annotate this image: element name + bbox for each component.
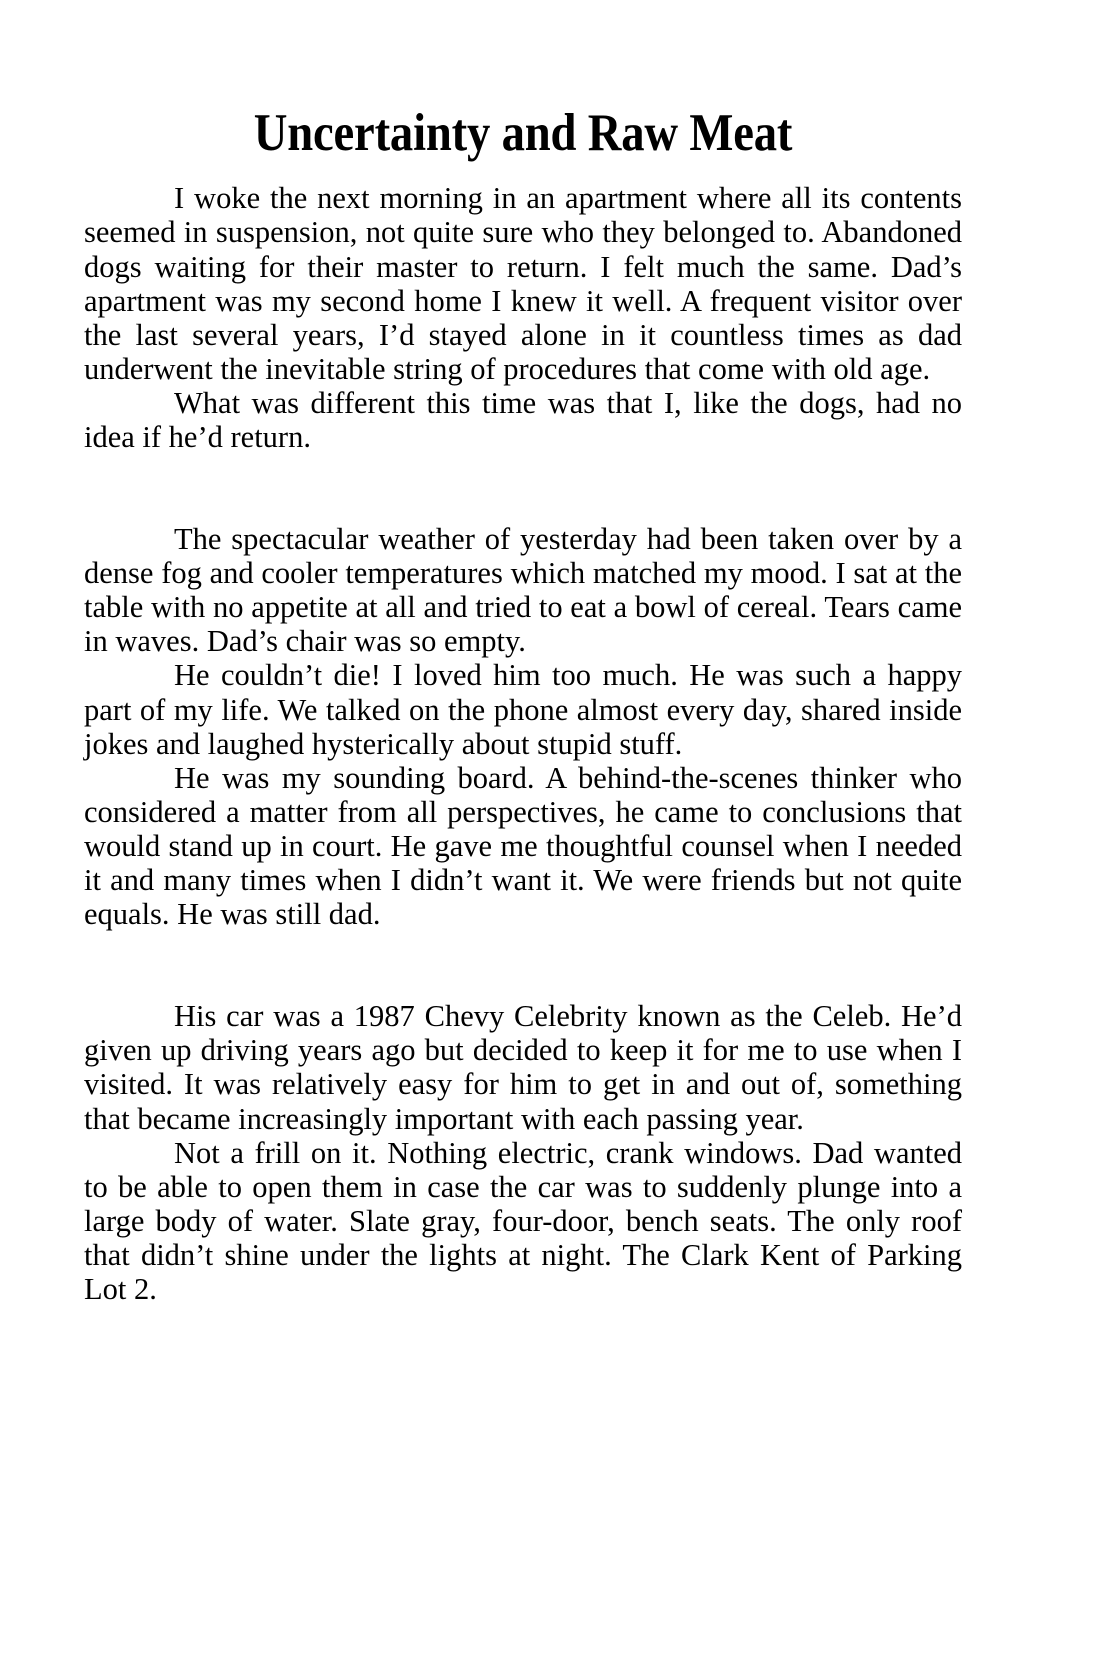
document-content: [84, 0, 962, 1306]
section-break: [84, 931, 962, 999]
paragraph: He was my sounding board. A behind-the-scenes thinker who considered a matter from all perspectives, he came to conclusions that would stand up in court. He gave me thoughtful counsel when I needed it and many times when I didn’t want it. We were friends but not quite equals. He was still dad.: [84, 760, 962, 932]
paragraph: Not a frill on it. Nothing electric, crank windows. Dad wanted to be able to open them in case the car was to suddenly plunge into a large body of water. Slate gray, four-door, bench seats. The only roof that didn’t shine under the lights at night. The Clark Kent of Parking Lot 2.: [84, 1135, 962, 1306]
page-title: Uncertainty and Raw Meat: [253, 104, 793, 162]
paragraph: The spectacular weather of yesterday had been taken over by a dense fog and cooler temperatures which matched my mood. I sat at the table with no appetite at all and tried to eat a bowl of cereal. Tears came in waves. Dad’s chair was so empty.: [84, 522, 962, 659]
section-1: [84, 181, 962, 454]
paragraph: His car was a 1987 Chevy Celebrity known as the Celeb. He’d given up driving years ago but decided to keep it for me to use when I visited. It was relatively easy for him to get in and out of, something that became increasingly important with each passing year.: [84, 999, 962, 1136]
section-break: [84, 454, 962, 522]
paragraph: What was different this time was that I, like the dogs, had no idea if he’d return.: [84, 385, 962, 455]
section-3: [84, 999, 962, 1306]
document-body: [84, 181, 962, 1306]
section-2: [84, 522, 962, 931]
paragraph: He couldn’t die! I loved him too much. He was such a happy part of my life. We talked on the phone almost every day, shared inside jokes and laughed hysterically about stupid stuff.: [84, 658, 962, 761]
paragraph: I woke the next morning in an apartment where all its contents seemed in suspension, not quite sure who they belonged to. Abandoned dogs waiting for their master to return. I felt much the same. Dad’s apartment was my second home I knew it well. A frequent visitor over the last several years, I’d stayed alone in it countless times as dad underwent the inevitable string of procedures that come with old age.: [84, 181, 962, 386]
